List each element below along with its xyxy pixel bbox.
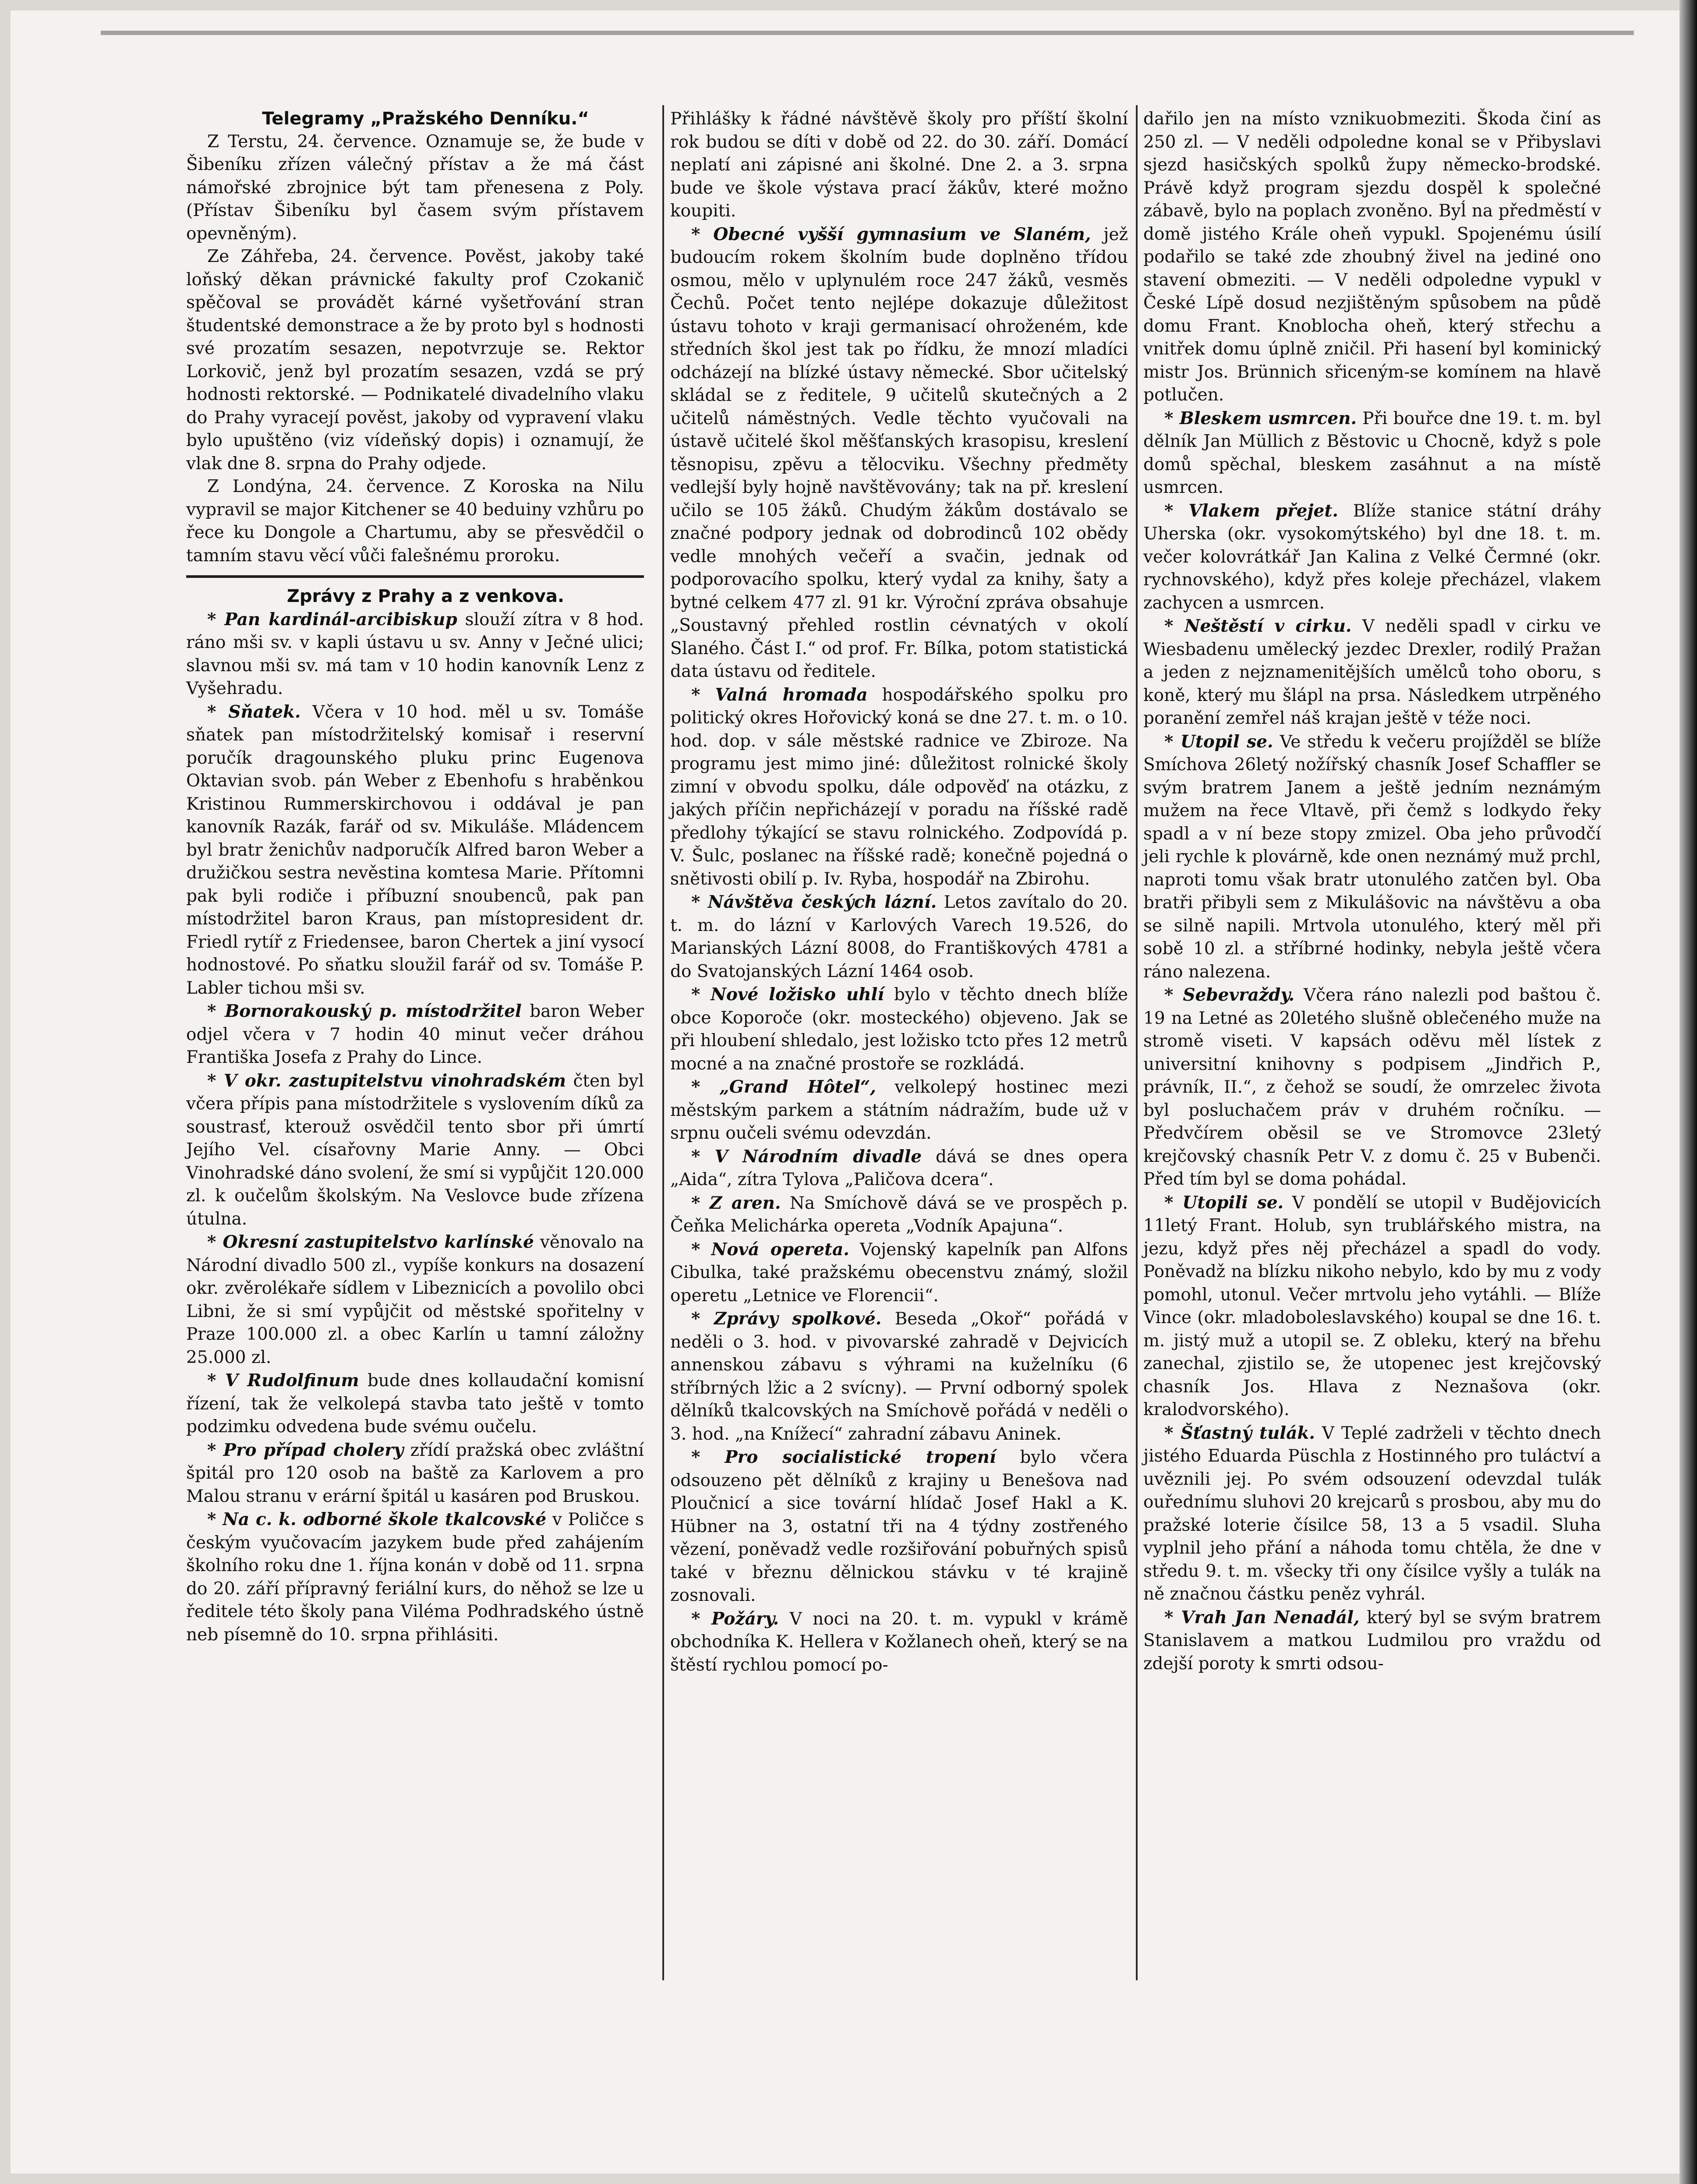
- news-item-lead: * Utopil se.: [1164, 731, 1273, 752]
- news-item-lead: * Sebevraždy.: [1164, 985, 1295, 1005]
- news-item-lead: * Na c. k. odborné škole tkalcovské: [207, 1509, 547, 1529]
- news-item-lead: * V Národním divadle: [691, 1146, 922, 1167]
- news-item: [186, 608, 644, 701]
- news-item-text: Blíže stanice státní dráhy Uherska (okr. vysokomýtského) byl dne 18. t. m. večer kolovrátkář Jan Kalina z Velké Čermné (okr. rychnovského), když přes koleje přecházel, vlakem zachycen a usmrcen.: [1143, 501, 1601, 613]
- news-section: [1143, 107, 1601, 1675]
- news-item-lead: * Návštěva českých lázní.: [691, 892, 937, 912]
- news-item-lead: * Šťastný tulák.: [1164, 1423, 1315, 1443]
- news-item: [186, 1069, 644, 1231]
- news-section: [186, 608, 644, 1647]
- news-item: [186, 1000, 644, 1069]
- telegrams-heading: Telegramy „Pražského Denníku.“: [262, 109, 589, 129]
- news-item-text: Na Smíchově dává se ve prospěch p. Čeňka Melichárka opereta „Vodník Apajuna“.: [670, 1193, 1128, 1236]
- news-item: [186, 1231, 644, 1369]
- news-item-text: Při bouřce dne 19. t. m. byl dělník Jan Müllich z Běstovic u Chocně, když s pole domů spěchal, bleskem zasáhnut a na místě usmrcen.: [1143, 408, 1601, 497]
- column-1: [186, 107, 644, 1646]
- news-item: [670, 107, 1128, 223]
- news-item-lead: * Pan kardinál-arcibiskup: [207, 609, 457, 630]
- news-item-lead: * V okr. zastupitelstvu vinohradském: [207, 1070, 566, 1091]
- news-item-text: bude dnes kollaudační komisní řízení, tak že velkolepá stavba tato ještě v tomto podzimku odvedena bude svému oučelu.: [186, 1371, 644, 1437]
- news-item: [1143, 407, 1601, 499]
- news-item-text: zřídí pražská obec zvláštní špitál pro 120 osob na baště za Karlovem a pro Malou stranu v erární špitál u kasáren pod Bruskou.: [186, 1440, 644, 1506]
- page-edge-shadow: [1679, 0, 1697, 2184]
- news-item-text: bylo včera odsouzeno pět dělníků z krajiny u Benešova nad Ploučnicí a sice tovární hlídač Josef Hakl a K. Hübner na 3, ostatní tři na 4 týdny zostřeného vězení, poněvadž vedle rozšiřování pobuřných spisů také v březnu dělnickou stávku v té krajině zosnovali.: [670, 1448, 1128, 1605]
- news-item-lead: * Pro socialistické tropení: [691, 1447, 996, 1467]
- news-item-text: V noci na 20. t. m. vypukl v krámě obchodníka K. Hellera v Kožlanech oheň, který se na štěstí rychlou pomocí po-: [670, 1609, 1128, 1675]
- news-item-text: Vojenský kapelník pan Alfons Cibulka, také pražskému obecenstvu známý, složil operetu „Letnice ve Florencii“.: [670, 1239, 1128, 1306]
- news-item-text: Beseda „Okoř“ pořádá v neděli o 3. hod. v pivovarské zahradě v Dejvicích annenskou zábavu s výhrami na kuželníku (6 stříbrných lžic a 2 svícny). — První odborný spolek dělníků tkalcovských na Smíchově pořádá v neděli o 3. hod. „na Knížecí“ zahradní zábavu Aninek.: [670, 1309, 1128, 1444]
- news-item: [670, 1307, 1128, 1446]
- news-item-text: Ve středu k večeru projížděl se blíže Smíchova 26letý nožířský chasník Josef Schaffler se svým bratrem Janem a ještě jedním neznámým mužem na řece Vltavě, při čemž s lodkydo řeky spadl a v ní beze stopy zmizel. Oba jeho průvodčí jeli rychle k plovárně, kde onen neznámý muž prchl, naproti tomu však bratr utonulého zatčen byl. Oba bratři přibyli sem z Mikulášovic na návštěvu a oba se silně napili. Mrtvola utonulého, který měl při sobě 10 zl. a stříbrné hodinky, nebyla ještě včera ráno nalezena.: [1143, 732, 1602, 982]
- column-divider-2: [1136, 105, 1138, 1980]
- news-item: [186, 1439, 644, 1508]
- news-item-lead: * Z aren.: [691, 1193, 781, 1213]
- news-item: [1143, 984, 1601, 1191]
- news-item: [1143, 615, 1601, 730]
- news-item-lead: * Požáry.: [691, 1608, 779, 1629]
- news-item: [670, 1192, 1128, 1238]
- news-item-lead: * Valná hromada: [691, 684, 868, 705]
- news-item-lead: * Utopili se.: [1164, 1192, 1284, 1213]
- news-item-text: v Poličce s českým vyučovacím jazykem bude před zahájením školního roku dne 1. října konán v době od 11. srpna do 20. září přípravný feriální kurs, do něhož se lze u ředitele této školy pana Viléma Podhradského ústně neb písemně do 10. srpna přihlásiti.: [186, 1510, 644, 1645]
- news-item-text: V neděli spadl v cirku ve Wiesbadenu umělecký jezdec Drexler, rodilý Pražan a jeden z nejznamenitějších umělců toho oboru, s koně, který mu šlápl na prsa. Následkem utrpěného poranění zemřel náš krajan ještě v téže noci.: [1143, 616, 1601, 728]
- news-item-lead: * V Rudolfinum: [207, 1370, 359, 1391]
- news-item: [670, 1145, 1128, 1192]
- news-item: [186, 1369, 644, 1439]
- news-item-text: slouží zítra v 8 hod. ráno mši sv. v kapli ústavu u sv. Anny v Ječné ulici; slavnou mši sv. má tam v 10 hodin kanovník Lenz z Vyšehradu.: [186, 609, 644, 698]
- column-2: [670, 107, 1128, 1677]
- news-item-lead: * Neštěstí v cirku.: [1164, 616, 1352, 636]
- section-divider: [186, 575, 644, 578]
- news-item: [670, 223, 1128, 683]
- news-item-text: dařilo jen na místo vznikuobmeziti. Škoda činí as 250 zl. — V neděli odpoledne konal se v Přibyslavi sjezd hasičských spolků župy německo-brodské. Právě když program sjezdu dospěl k společné zábavě, bylo na poplach zvoněno. Byĺ na předměstí v domě jistého Krále oheň vypukl. Spojenému úsilí podařilo se také zde zhoubný živel na jediné ono stavení obmeziti. — V neděli odpoledne vypukl v České Lípě dosud nezjištěným spůsobem na půdě domu Frant. Knoblocha oheň, který střechu a vnitřek domu úplně zničil. Při hasení byl kominický mistr Jos. Brünnich sřiceným-se komínem na hlavě potlučen.: [1143, 109, 1601, 405]
- news-heading: Zprávy z Prahy a z venkova.: [286, 586, 565, 606]
- news-item-lead: * Obecné vyšší gymnasium ve Slaném,: [691, 224, 1091, 244]
- news-item: [670, 1446, 1128, 1607]
- news-item-text: který byl se svým bratrem Stanislavem a matkou Ludmilou pro vraždu od zdejší poroty k smrti odsou-: [1143, 1607, 1602, 1674]
- telegram-item: Z Londýna, 24. července. Z Koroska na Nilu vypravil se major Kitchener se 40 beduiny vzhůru po řece ku Dongole a Chartumu, aby se přesvědčil o tamním stavu věcí vůči falešnému proroku.: [186, 477, 644, 566]
- column-divider-1: [662, 105, 664, 1980]
- news-item: [1143, 1422, 1601, 1606]
- news-item-text: čten byl včera přípis pana místodržitele s vyslovením díků za soustrasť, kterouž osvědčil tento sbor při úmrtí Jejího Vel. císařovny Marie Anny. — Obci Vinohradské dáno svolení, že smí si vypůjčit 120.000 zl. k oučelům školským. Na Veslovce bude zřízena útulna.: [186, 1071, 644, 1229]
- news-item-lead: * Pro případ cholery: [207, 1440, 404, 1460]
- news-item-lead: * „Grand Hôtel“,: [691, 1077, 876, 1097]
- news-item-lead: * Nová opereta.: [691, 1239, 849, 1260]
- news-item: [670, 891, 1128, 983]
- news-item: [670, 1076, 1128, 1145]
- news-item: [1143, 107, 1601, 407]
- news-item-text: jež budoucím rokem školním bude doplněno třídou osmou, mělo v uplynulém roce 247 žáků, vesměs Čechů. Počet tento nejlépe dokazuje důležitost ústavu tohoto v kraji germanisací ohroženém, kde středních škol jest tak po řídku, že mnozí mladíci odcházejí na blízké ústavy německé. Sbor učitelský skládal se z ředitele, 9 učitelů skutečných a 2 učitelů náměstných. Vedle těchto vyučovali na ústavě učitelé škol měšťanských krasopisu, kreslení těsnopisu, zpěvu a tělocviku. Všechny předměty vedlejší byly hojně navštěvovány; tak na př. kreslení učilo se 105 žáků. Chudým žákům dostávalo se značné podpory jednak od dobrodinců 102 obědy vedle mnohých večeří a svačin, jednak od podporovacího spolku, který vydal za knihy, šaty a bytné celkem 477 zl. 91 kr. Výroční zpráva obsahuje „Soustavný přehled rostlin cévnatých v okolí Slaného. Část I.“ od prof. Fr. Bílka, potom statistická data ústavu od ředitele.: [670, 224, 1128, 681]
- news-item-text: baron Weber odjel včera v 7 hodin 40 minut večer dráhou Františka Josefa z Prahy do Lince.: [186, 1002, 644, 1067]
- news-item-text: V pondělí se utopil v Budějovicích 11letý Frant. Holub, syn trublářského mistra, na jezu, když přes něj přecházel a spadl do vody. Poněvadž na blízku nikoho nebylo, kdo by mu z vody pomohl, utonul. Večer mrtvolu jeho vytáhli. — Blíže Vince (okr. mladoboleslavského) koupal se dne 16. t. m. jistý muž a utopil se. Z obleku, který na břehu zanechal, zjistilo se, že utopenec jest krejčovský chasník Jos. Hlava z Neznašova (okr. kralodvorského).: [1143, 1193, 1601, 1419]
- news-item: [1143, 1606, 1601, 1676]
- news-item: [1143, 1191, 1601, 1422]
- news-item: [670, 683, 1128, 891]
- news-item-lead: * Sňatek.: [207, 701, 301, 722]
- news-item-lead: * Zprávy spolkové.: [691, 1309, 882, 1329]
- news-item-text: V Teplé zadrželi v těchto dnech jistého Eduarda Püschla z Hostinného pro tuláctví a uvěznili jej. Po svém odsouzení odevzdal tulák ouřednímu sluhovi 20 krejcarů s prosbou, aby mu do pražské loterie čísilce 58, 13 a 5 vsadil. Sluha vyplnil jeho přání a náhoda tomu chtěla, že dne v středu 9. t. m. všecky tři ony čísilce vyšly a tulák na ně značnou částku peněz vyhrál.: [1143, 1423, 1601, 1604]
- news-item: [1143, 730, 1601, 984]
- news-item: [670, 1238, 1128, 1308]
- news-item-lead: * Bornorakouský p. místodržitel: [207, 1001, 522, 1021]
- telegrams-section: [186, 131, 644, 568]
- news-item: [670, 1607, 1128, 1677]
- news-item-text: Včera v 10 hod. měl u sv. Tomáše sňatek pan místodržitelský komisař i reservní poručík dragounského pluku princ Eugenova Oktavian svob. pán Weber z Ebenhofu s hraběnkou Kristinou Rummerskirchovou i oddával je pan kanovník Razák, farář od sv. Mikuláše. Mládencem byl bratr ženichův nadporučík Alfred baron Weber a družičkou sestra nevěstina komtesa Marie. Přítomni pak byli rodiče i příbuzní snoubenců, pak pan místodržitel baron Kraus, pan místopresident dr. Friedl rytíř z Friedensee, baron Chertek a jiní vysocí hodnostové. Po sňatku sloužil farář od sv. Tomáše P. Labler tichou mši sv.: [186, 702, 644, 998]
- news-item: [186, 1508, 644, 1646]
- news-item-lead: * Bleskem usmrcen.: [1164, 408, 1357, 428]
- news-item-lead: * Vlakem přejet.: [1164, 500, 1338, 521]
- news-item-text: hospodářského spolku pro politický okres Hořovický koná se dne 27. t. m. o 10. hod. dop. v sále městské radnice ve Zbiroze. Na programu jest mimo jiné: důležitost rolnické školy zimní v obvodu spolku, dále odpověď na otázku, z jakých příčin nepřicházejí v poradu na říšské radě předlohy týkající se stavu rolnického. Zodpovídá p. V. Šulc, poslanec na říšské radě; konečně pojedná o snětivosti obilí p. Iv. Ryba, hospodář na Zbirohu.: [670, 685, 1128, 889]
- news-item: [670, 983, 1128, 1076]
- news-item-text: dává se dnes opera „Aida“, zítra Tylova „Paličova dcera“.: [670, 1147, 1128, 1189]
- column-3: [1143, 107, 1601, 1675]
- telegram-item: Ze Záhřeba, 24. července. Pověst, jakoby také loňský děkan právnické fakulty prof Czokanič spěčoval se provádět kárné vyšetřování stran študentské demonstrace a že by proto byl s hodnosti své prozatím sesazen, nepotvrzuje se. Rektor Lorkovič, jenž byl prozatím sesazen, vzdá se prý hodnosti rektorské. — Podnikatelé divadelního vlaku do Prahy vyracejí pověst, jakoby od vypravení vlaku bylo upuštěno (viz vídeňský dopis) i oznamují, že vlak dne 8. srpna do Prahy odjede.: [186, 247, 644, 474]
- news-item-text: věnovalo na Národní divadlo 500 zl., vypíše konkurs na dosazení okr. zvěrolékaře sídlem v Libeznicích a povolilo obci Libni, že si smí vypůjčit od městské spořitelny v Praze 100.000 zl. a obec Karlín u tamní záložny 25.000 zl.: [186, 1232, 644, 1367]
- news-section: [670, 107, 1128, 1677]
- news-item-text: bylo v těchto dnech blíže obce Koporoče (okr. mosteckého) objeveno. Jak se při hloubení shledalo, jest ložisko tcto přes 12 metrů mocné a na značné prostoře se rozkládá.: [670, 985, 1128, 1074]
- top-border-line: [101, 31, 1634, 35]
- news-item: [186, 701, 644, 1000]
- news-item: [1143, 499, 1601, 615]
- telegram-item: Z Terstu, 24. července. Oznamuje se, že bude v Šibeníku zřízen válečný přístav a že má část námořské zbrojnice být tam přenesena z Poly. (Přístav Šibeníku byl časem svým přístavem opevněným).: [186, 131, 644, 244]
- news-item-lead: * Okresní zastupitelstvo karlínské: [207, 1232, 534, 1252]
- news-item-text: Včera ráno nalezli pod baštou č. 19 na Letné as 20letého slušně oblečeného muže na stromě viseti. V kapsách oděvu měl lístek z universitní knihovny s podpisem „Jindřich P., právník, II.“, z čehož se soudí, že omrzelec života byl posluchačem práv v druhém ročníku. — Předvčírem oběsil se ve Stromovce 23letý krejčovský chasník Petr V. z domu č. 25 v Bubenči. Před tím byl se doma pohádal.: [1143, 985, 1601, 1189]
- news-item-text: Letos zavítalo do 20. t. m. do lázní v Karlových Varech 19.526, do Marianských Lázní 8008, do Františkových 4781 a do Svatojanských Lázní 1464 osob.: [670, 892, 1128, 981]
- news-item-lead: * Nové ložisko uhlí: [691, 984, 884, 1005]
- news-item-text: Přihlášky k řádné návštěvě školy pro příští školní rok budou se díti v době od 22. do 30. září. Domácí neplatí ani zápisné ani školné. Dne 2. a 3. srpna bude ve škole výstava prací žákův, které možno koupiti.: [670, 109, 1128, 221]
- news-item-text: velkolepý hostinec mezi městským parkem a státním nádražím, bude už v srpnu oučeli svému odevzdán.: [670, 1077, 1128, 1143]
- news-item-lead: * Vrah Jan Nenadál,: [1164, 1607, 1360, 1628]
